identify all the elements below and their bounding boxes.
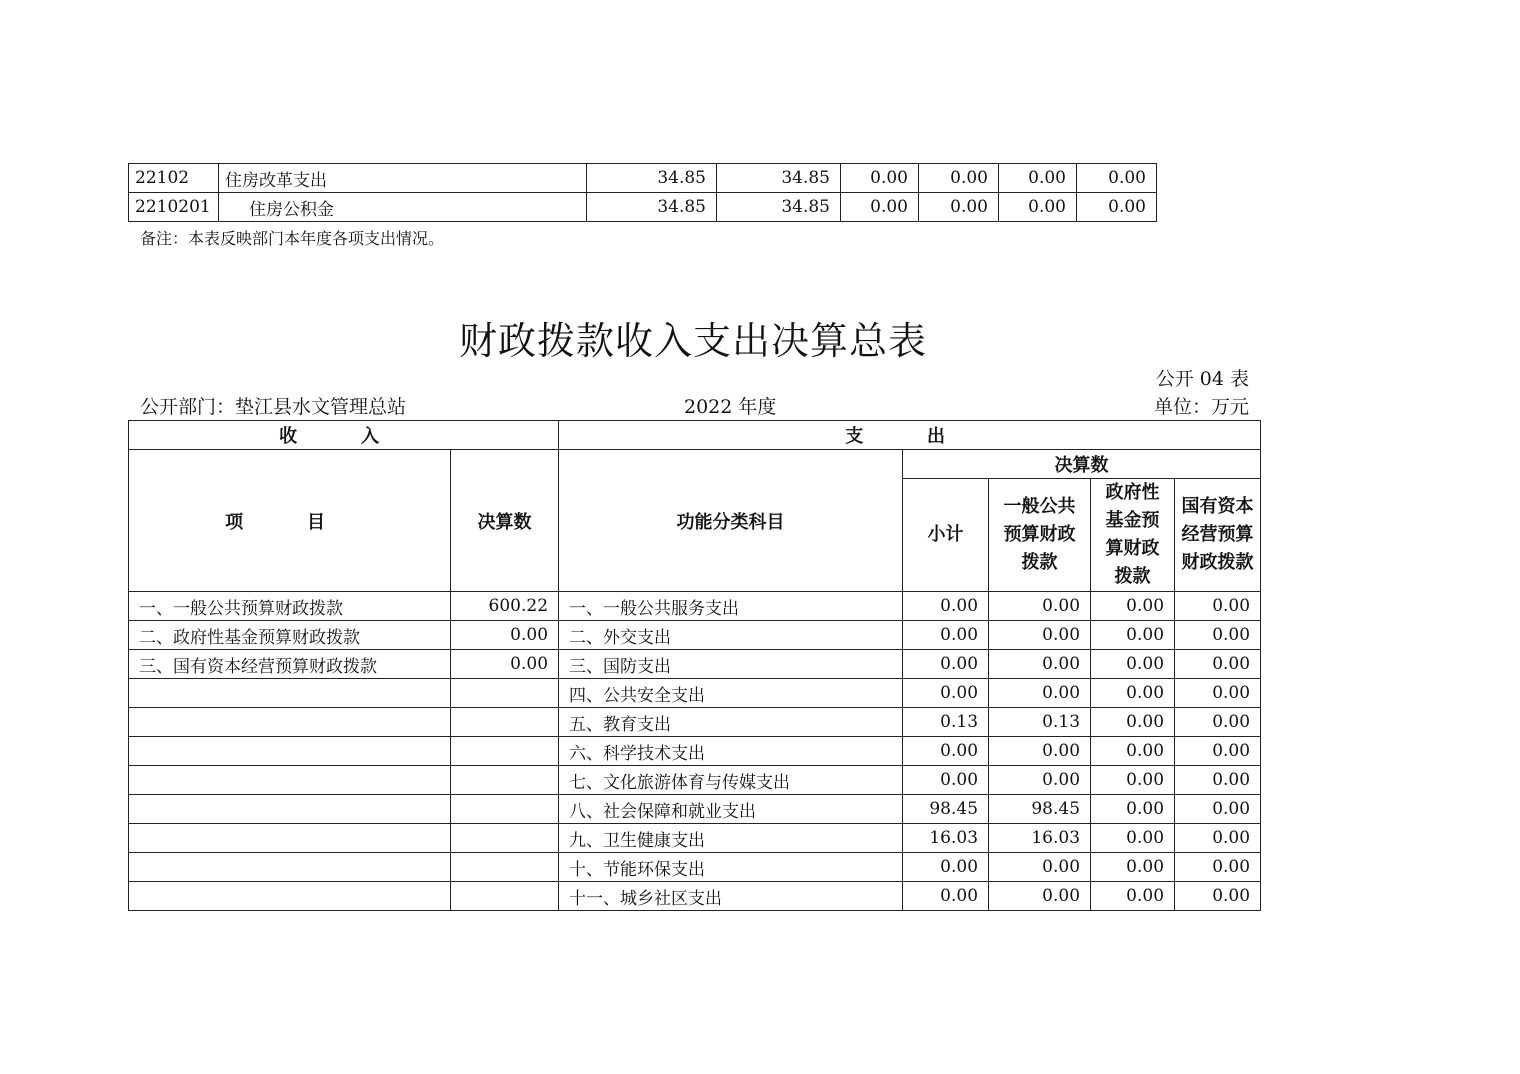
income-item-cell: 一、一般公共预算财政拨款	[129, 592, 451, 621]
table-row	[129, 795, 1261, 824]
general-budget-cell: 0.00	[989, 853, 1091, 882]
subtotal-cell: 0.00	[903, 882, 989, 911]
state-capital-cell: 0.00	[1175, 621, 1261, 650]
fiscal-summary-table	[128, 420, 1261, 911]
income-item-cell: 三、国有资本经营预算财政拨款	[129, 650, 451, 679]
expense-detail-table	[128, 163, 1157, 222]
gov-fund-cell: 0.00	[1091, 621, 1175, 650]
income-amount-cell	[451, 766, 559, 795]
income-amount-cell: 0.00	[451, 621, 559, 650]
value-cell: 0.00	[999, 193, 1077, 222]
state-capital-header: 国有资本经营预算财政拨款	[1175, 479, 1261, 592]
state-capital-cell: 0.00	[1175, 592, 1261, 621]
state-capital-cell: 0.00	[1175, 795, 1261, 824]
fiscal-year: 2022 年度	[684, 396, 777, 418]
code-cell: 22102	[129, 164, 219, 193]
code-cell: 2210201	[129, 193, 219, 222]
value-cell: 34.85	[717, 193, 841, 222]
function-category-cell: 七、文化旅游体育与传媒支出	[559, 766, 903, 795]
function-category-header: 功能分类科目	[559, 450, 903, 592]
gov-fund-cell: 0.00	[1091, 824, 1175, 853]
gov-fund-cell: 0.00	[1091, 882, 1175, 911]
gov-fund-cell: 0.00	[1091, 679, 1175, 708]
form-number: 公开 04 表	[1155, 368, 1249, 390]
name-cell: 住房公积金	[219, 193, 587, 222]
income-item-cell: 二、政府性基金预算财政拨款	[129, 621, 451, 650]
amount-header: 决算数	[451, 450, 559, 592]
general-budget-header: 一般公共预算财政拨款	[989, 479, 1091, 592]
value-cell: 0.00	[919, 164, 999, 193]
subtotal-cell: 0.00	[903, 737, 989, 766]
value-cell: 0.00	[1077, 193, 1157, 222]
subtotal-cell: 0.00	[903, 621, 989, 650]
gov-fund-cell: 0.00	[1091, 592, 1175, 621]
settlement-header: 决算数	[903, 450, 1261, 479]
page-title: 财政拨款收入支出决算总表	[458, 319, 927, 363]
value-cell: 0.00	[841, 164, 919, 193]
function-category-cell: 五、教育支出	[559, 708, 903, 737]
subtotal-cell: 0.00	[903, 592, 989, 621]
income-amount-cell	[451, 882, 559, 911]
general-budget-cell: 0.00	[989, 679, 1091, 708]
value-cell: 0.00	[1077, 164, 1157, 193]
table-row	[129, 650, 1261, 679]
expense-header: 支 出	[559, 421, 1261, 450]
state-capital-cell: 0.00	[1175, 766, 1261, 795]
state-capital-cell: 0.00	[1175, 650, 1261, 679]
income-item-cell	[129, 853, 451, 882]
income-amount-cell	[451, 679, 559, 708]
income-amount-cell	[451, 708, 559, 737]
table-row	[129, 853, 1261, 882]
table-row	[129, 766, 1261, 795]
income-item-cell	[129, 708, 451, 737]
income-amount-cell	[451, 853, 559, 882]
table-note: 备注：本表反映部门本年度各项支出情况。	[140, 229, 445, 248]
income-item-cell	[129, 737, 451, 766]
value-cell: 34.85	[587, 164, 717, 193]
subtotal-cell: 0.00	[903, 679, 989, 708]
state-capital-cell: 0.00	[1175, 708, 1261, 737]
table-row	[129, 621, 1261, 650]
income-item-cell	[129, 679, 451, 708]
gov-fund-cell: 0.00	[1091, 766, 1175, 795]
income-item-cell	[129, 766, 451, 795]
subtotal-header: 小计	[903, 479, 989, 592]
function-category-cell: 八、社会保障和就业支出	[559, 795, 903, 824]
subtotal-cell: 0.00	[903, 650, 989, 679]
table-row	[129, 193, 1157, 222]
income-amount-cell	[451, 795, 559, 824]
gov-fund-cell: 0.00	[1091, 737, 1175, 766]
table-row	[129, 708, 1261, 737]
subtotal-cell: 98.45	[903, 795, 989, 824]
function-category-cell: 一、一般公共服务支出	[559, 592, 903, 621]
income-header: 收 入	[129, 421, 559, 450]
state-capital-cell: 0.00	[1175, 824, 1261, 853]
income-item-cell	[129, 795, 451, 824]
income-amount-cell: 0.00	[451, 650, 559, 679]
gov-fund-cell: 0.00	[1091, 708, 1175, 737]
general-budget-cell: 0.00	[989, 650, 1091, 679]
item-header: 项 目	[129, 450, 451, 592]
state-capital-cell: 0.00	[1175, 679, 1261, 708]
state-capital-cell: 0.00	[1175, 882, 1261, 911]
table-row	[129, 737, 1261, 766]
unit-label: 单位：万元	[1153, 396, 1249, 418]
gov-fund-cell: 0.00	[1091, 650, 1175, 679]
function-category-cell: 十、节能环保支出	[559, 853, 903, 882]
table-row	[129, 824, 1261, 853]
income-item-cell	[129, 882, 451, 911]
general-budget-cell: 0.13	[989, 708, 1091, 737]
state-capital-cell: 0.00	[1175, 737, 1261, 766]
general-budget-cell: 0.00	[989, 621, 1091, 650]
general-budget-cell: 0.00	[989, 766, 1091, 795]
general-budget-cell: 0.00	[989, 592, 1091, 621]
department-label: 公开部门：垫江县水文管理总站	[140, 396, 407, 418]
income-amount-cell	[451, 824, 559, 853]
value-cell: 34.85	[717, 164, 841, 193]
income-amount-cell: 600.22	[451, 592, 559, 621]
function-category-cell: 十一、城乡社区支出	[559, 882, 903, 911]
general-budget-cell: 16.03	[989, 824, 1091, 853]
value-cell: 0.00	[919, 193, 999, 222]
general-budget-cell: 98.45	[989, 795, 1091, 824]
general-budget-cell: 0.00	[989, 882, 1091, 911]
gov-fund-cell: 0.00	[1091, 795, 1175, 824]
function-category-cell: 六、科学技术支出	[559, 737, 903, 766]
function-category-cell: 四、公共安全支出	[559, 679, 903, 708]
gov-fund-header: 政府性基金预算财政拨款	[1091, 479, 1175, 592]
value-cell: 0.00	[999, 164, 1077, 193]
table-row	[129, 679, 1261, 708]
subtotal-cell: 0.13	[903, 708, 989, 737]
income-amount-cell	[451, 737, 559, 766]
table-row	[129, 164, 1157, 193]
name-cell: 住房改革支出	[219, 164, 587, 193]
state-capital-cell: 0.00	[1175, 853, 1261, 882]
general-budget-cell: 0.00	[989, 737, 1091, 766]
gov-fund-cell: 0.00	[1091, 853, 1175, 882]
function-category-cell: 九、卫生健康支出	[559, 824, 903, 853]
function-category-cell: 三、国防支出	[559, 650, 903, 679]
income-item-cell	[129, 824, 451, 853]
subtotal-cell: 0.00	[903, 853, 989, 882]
value-cell: 0.00	[841, 193, 919, 222]
value-cell: 34.85	[587, 193, 717, 222]
subtotal-cell: 0.00	[903, 766, 989, 795]
table-row	[129, 882, 1261, 911]
table-row	[129, 592, 1261, 621]
subtotal-cell: 16.03	[903, 824, 989, 853]
function-category-cell: 二、外交支出	[559, 621, 903, 650]
